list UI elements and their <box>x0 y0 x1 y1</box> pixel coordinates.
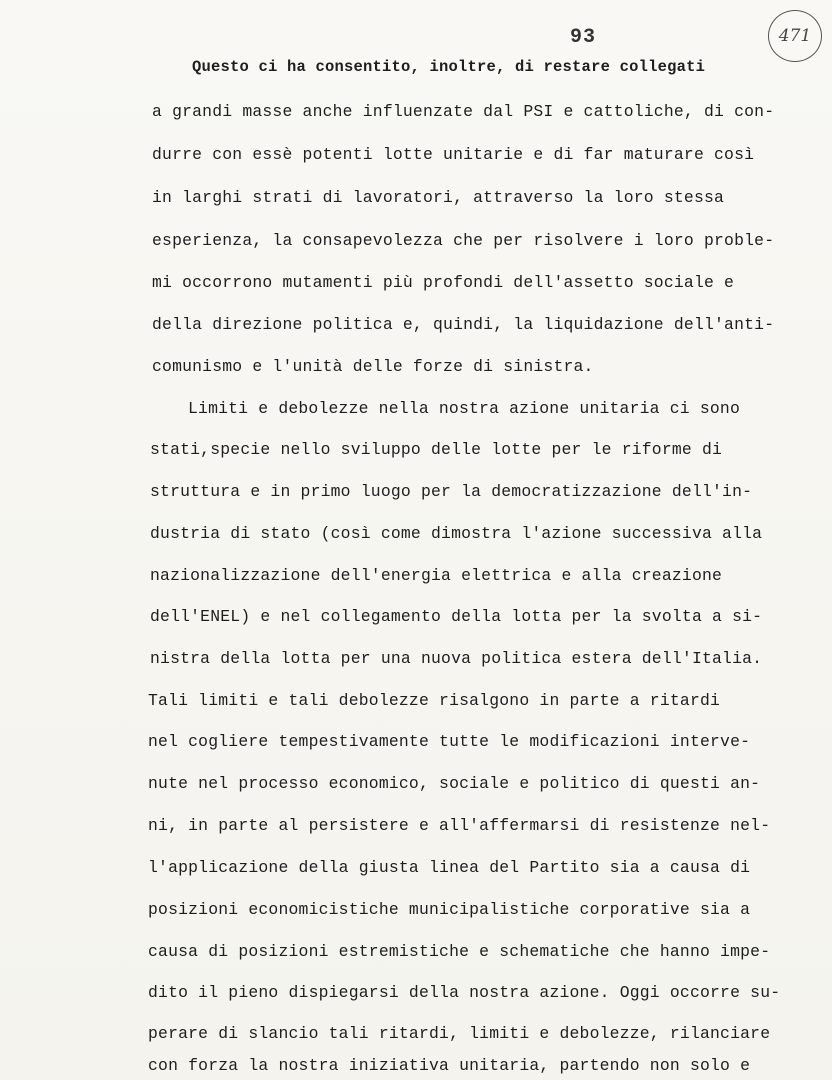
text-line: stati,specie nello sviluppo delle lotte per le riforme di <box>150 440 723 459</box>
text-line: in larghi strati di lavoratori, attraverso la loro stessa <box>152 188 725 207</box>
text-line: dustria di stato (così come dimostra l'azione successiva alla <box>150 524 763 543</box>
text-line: nute nel processo economico, sociale e politico di questi an- <box>148 774 761 793</box>
text-line: esperienza, la consapevolezza che per risolvere i loro proble- <box>152 231 775 250</box>
text-line: a grandi masse anche influenzate dal PSI e cattoliche, di con- <box>152 102 775 121</box>
text-line: posizioni economicistiche municipalistiche corporative sia a <box>148 900 751 919</box>
text-line: struttura e in primo luogo per la democratizzazione dell'in- <box>150 482 753 501</box>
text-line: dito il pieno dispiegarsi della nostra azione. Oggi occorre su- <box>148 983 781 1002</box>
text-line: Questo ci ha consentito, inoltre, di restare collegati <box>192 58 706 76</box>
text-line: nistra della lotta per una nuova politica estera dell'Italia. <box>150 649 763 668</box>
handwritten-folio-mark: 93 <box>570 26 597 49</box>
text-line: della direzione politica e, quindi, la liquidazione dell'anti- <box>152 315 775 334</box>
text-line: perare di slancio tali ritardi, limiti e debolezze, rilanciare <box>148 1024 771 1043</box>
text-line: Tali limiti e tali debolezze risalgono in parte a ritardi <box>148 691 721 710</box>
text-line: ni, in parte al persistere e all'affermarsi di resistenze nel- <box>148 816 771 835</box>
text-line: durre con essè potenti lotte unitarie e di far maturare così <box>152 145 755 164</box>
text-line: Limiti e debolezze nella nostra azione unitaria ci sono <box>188 399 740 418</box>
text-line: nazionalizzazione dell'energia elettrica e alla creazione <box>150 566 723 585</box>
text-line: nel cogliere tempestivamente tutte le modificazioni interve- <box>148 732 751 751</box>
text-line: causa di posizioni estremistiche e schematiche che hanno impe- <box>148 942 771 961</box>
text-line: dell'ENEL) e nel collegamento della lotta per la svolta a si- <box>150 607 763 626</box>
text-line: mi occorrono mutamenti più profondi dell'assetto sociale e <box>152 273 735 292</box>
text-line: l'applicazione della giusta linea del Partito sia a causa di <box>148 858 751 877</box>
archive-page-number-stamp: 471 <box>768 10 822 62</box>
text-line: con forza la nostra iniziativa unitaria, partendo non solo e <box>148 1056 751 1075</box>
text-line: comunismo e l'unità delle forze di sinistra. <box>152 357 594 376</box>
